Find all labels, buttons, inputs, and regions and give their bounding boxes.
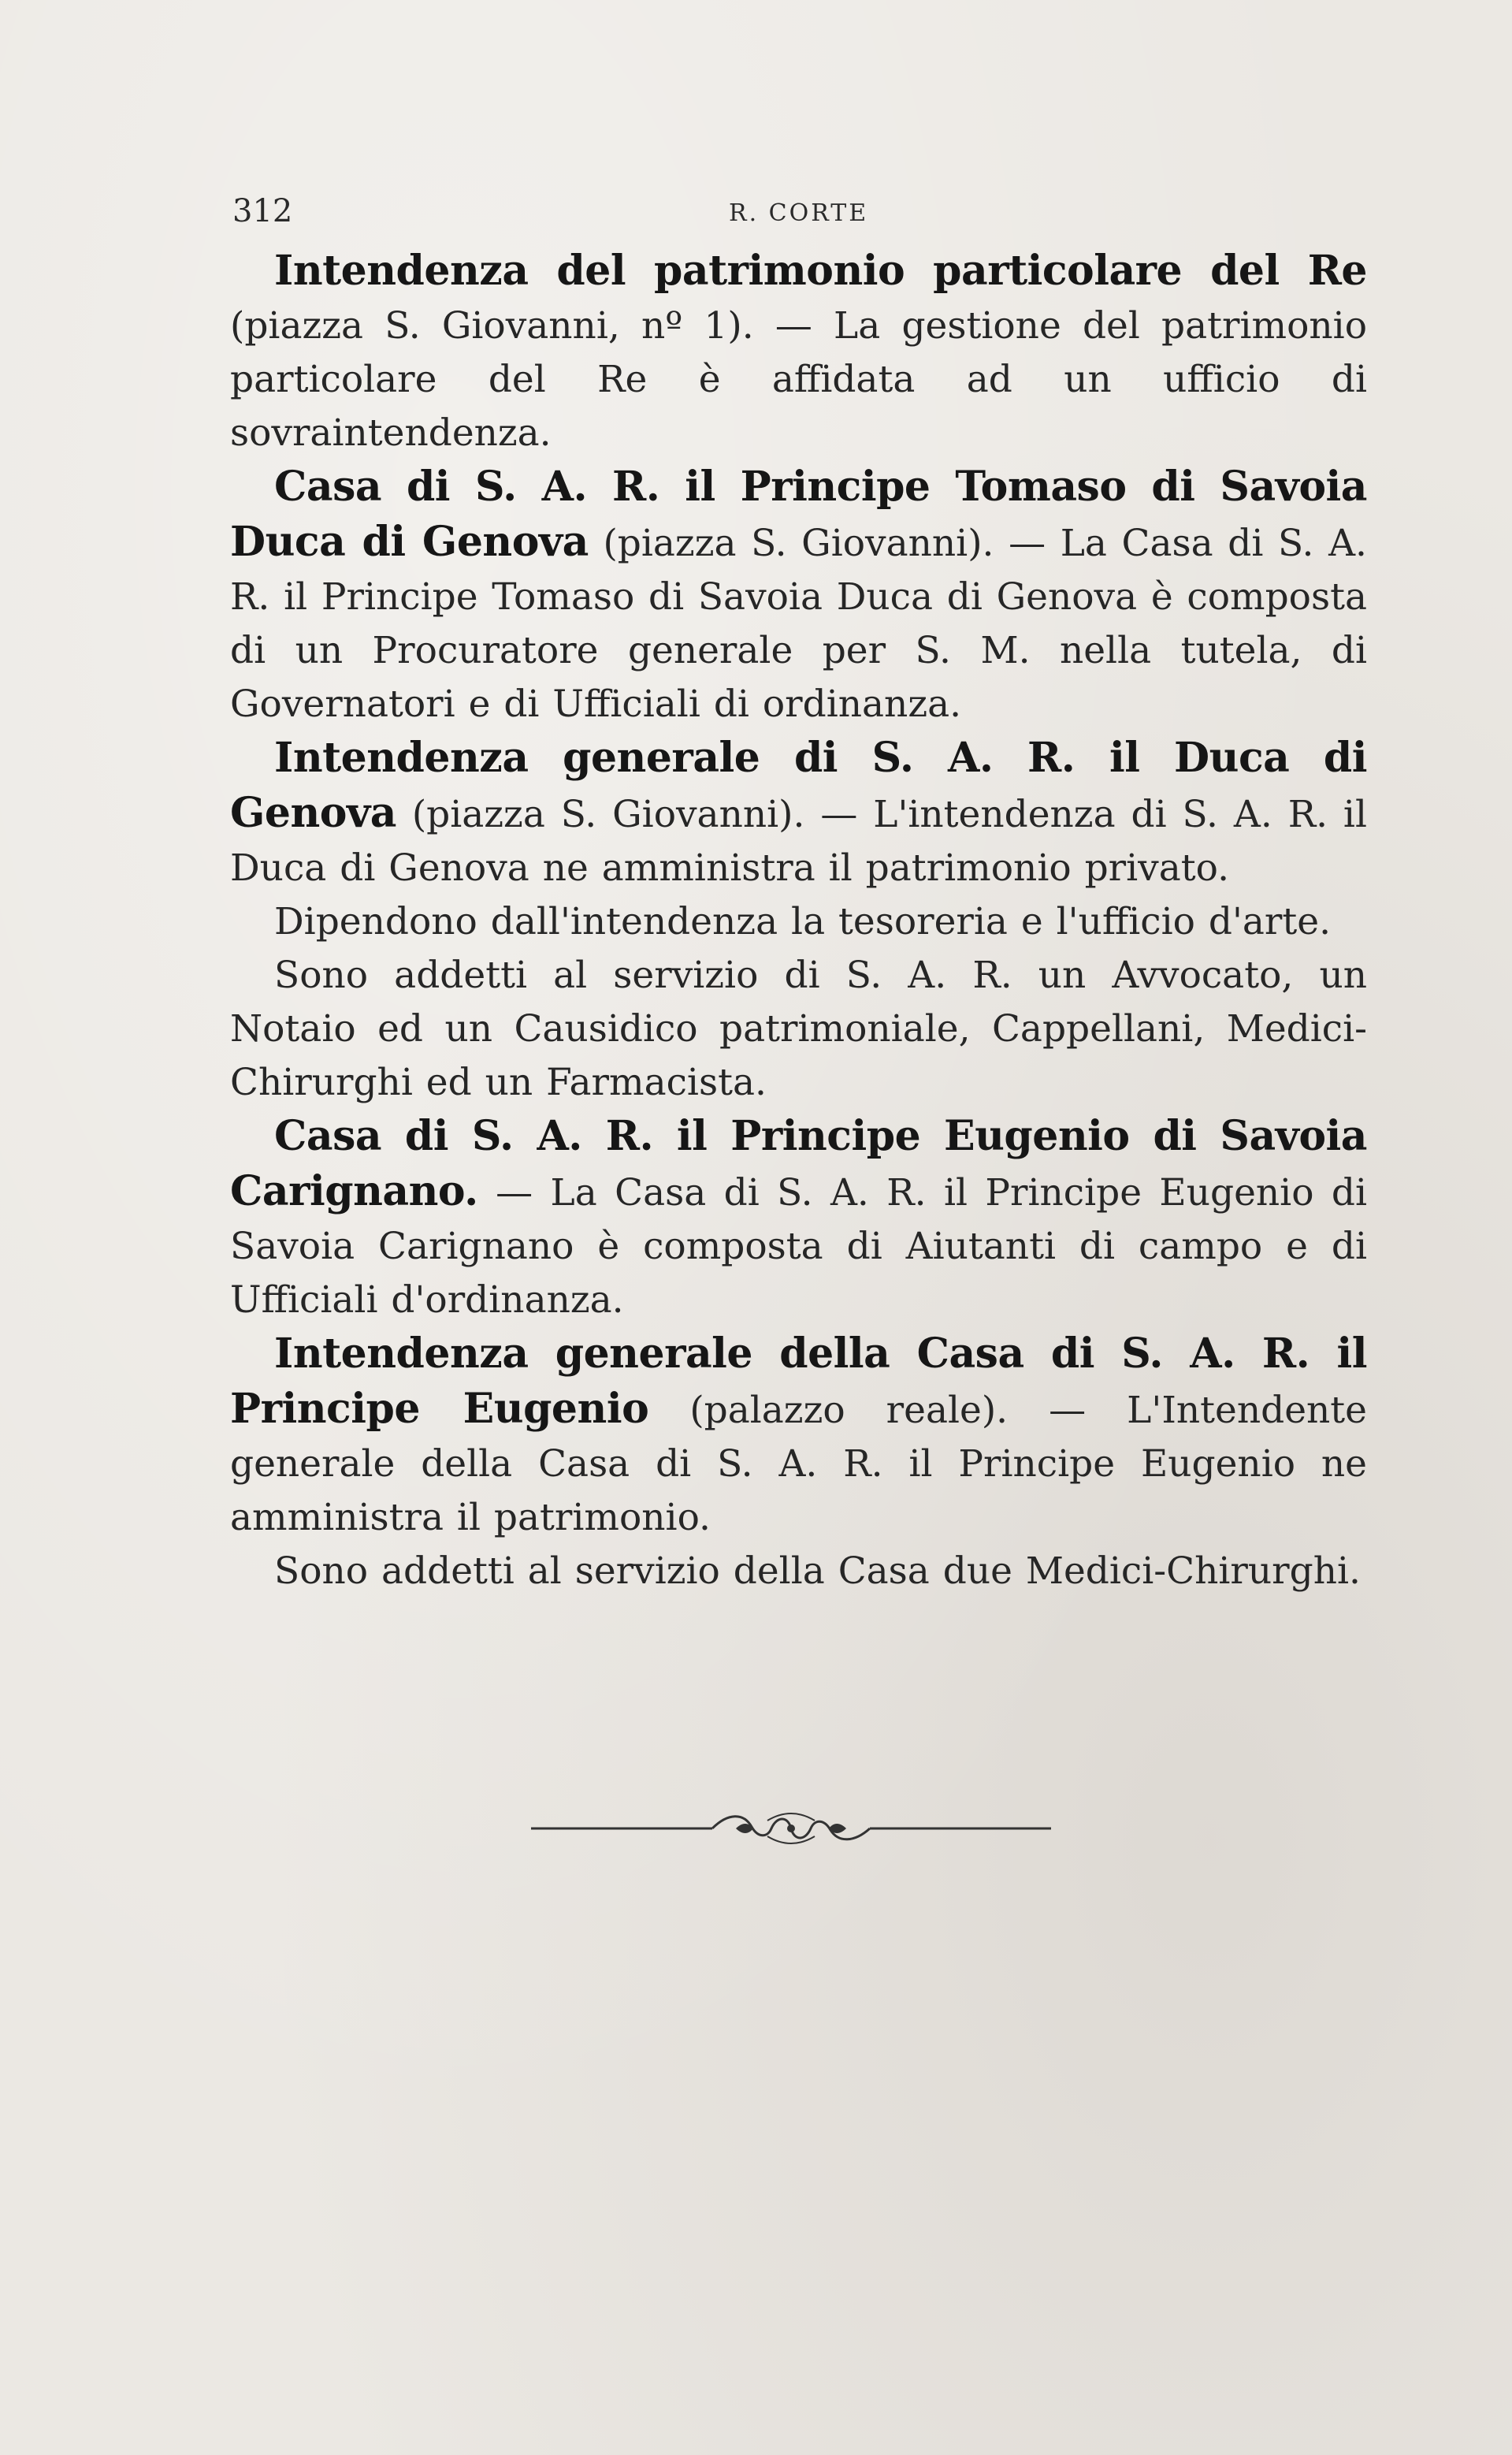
section-body: (piazza S. Giovanni). — La Casa di S. A. R. il Principe Tomaso di Savoia Duca di Genova è composta di un Procuratore generale per S. M. nella tutela, di Governatori e di Ufficiali di ordinanza. xyxy=(230,522,1367,726)
section-body: (piazza S. Giovanni, nº 1). — La gestione del patrimonio particolare del Re è affidata ad un ufficio di sovraintendenza. xyxy=(230,304,1367,455)
ornament-divider-icon xyxy=(531,1805,1051,1852)
section-heading: Casa di S. A. R. il Principe Eugenio di Savoia Carignano. xyxy=(230,1112,1367,1215)
text-block xyxy=(230,244,1367,1598)
section-heading: Intendenza generale di S. A. R. il Duca di Genova xyxy=(230,734,1367,837)
section-body: (palazzo reale). — L'Intendente generale della Casa di S. A. R. il Principe Eugenio ne amministra il patrimonio. xyxy=(230,1389,1367,1539)
section-casa-tomaso xyxy=(230,460,1367,731)
section-casa-eugenio xyxy=(230,1110,1367,1327)
section-heading: Intendenza del patrimonio particolare del Re xyxy=(274,247,1367,295)
section-intendenza-duca-genova xyxy=(230,731,1367,895)
section-paragraph: Dipendono dall'intendenza la tesoreria e l'ufficio d'arte. xyxy=(274,900,1332,943)
section-body: (piazza S. Giovanni). — L'intendenza di S. A. R. il Duca di Genova ne amministra il patrimonio privato. xyxy=(230,793,1367,890)
section-heading: Casa di S. A. R. il Principe Tomaso di Savoia Duca di Genova xyxy=(230,463,1367,566)
running-head: R. CORTE xyxy=(729,199,869,227)
section-intendenza-eugenio xyxy=(230,1327,1367,1545)
page-header xyxy=(232,193,1367,240)
section-paragraph: Sono addetti al servizio di S. A. R. un Avvocato, un Notaio ed un Causidico patrimoniale, Cappellani, Medici-Chirurghi ed un Farmacista. xyxy=(230,954,1367,1104)
section-body: — La Casa di S. A. R. il Principe Eugenio di Savoia Carignano è composta di Aiutanti di campo e di Ufficiali d'ordinanza. xyxy=(230,1171,1367,1322)
section-heading: Intendenza generale della Casa di S. A. R. il Principe Eugenio xyxy=(230,1330,1367,1433)
section-paragraph: Sono addetti al servizio della Casa due Medici-Chirurghi. xyxy=(274,1549,1361,1593)
page-number: 312 xyxy=(232,193,293,229)
section-intendenza-patrimonio xyxy=(230,244,1367,460)
